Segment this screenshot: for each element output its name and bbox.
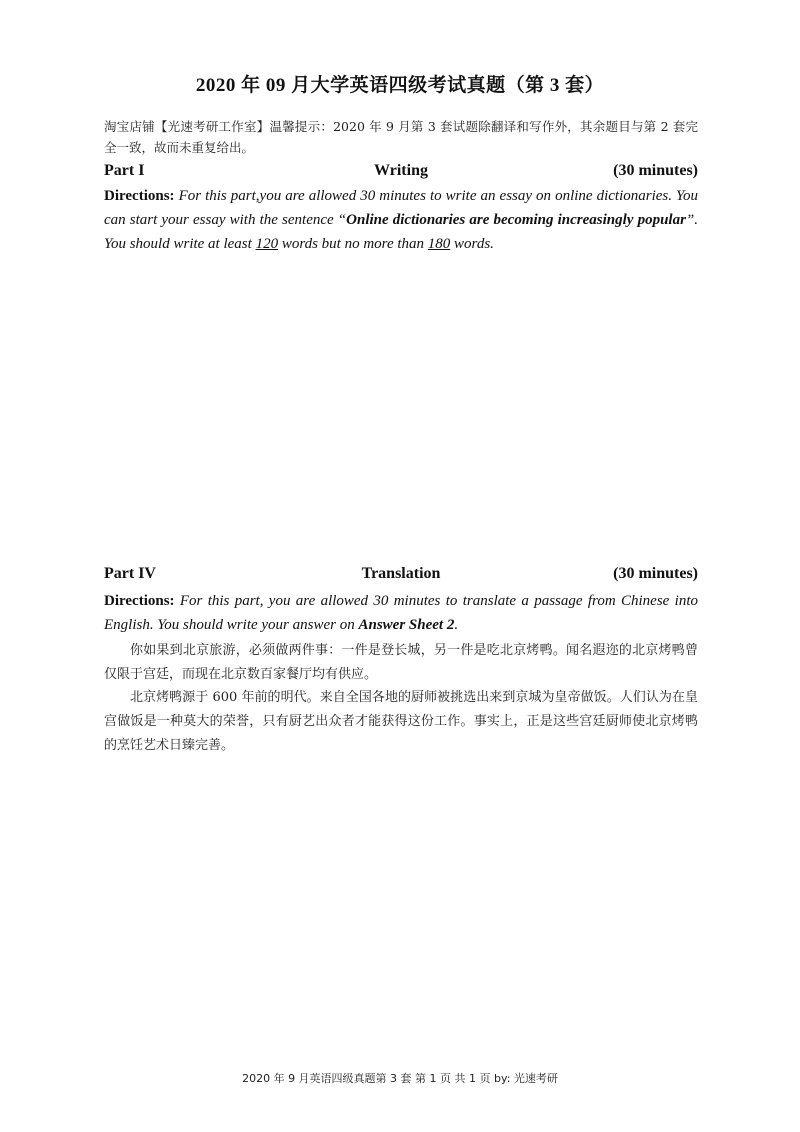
writing-time-limit: (30 minutes) xyxy=(613,162,698,179)
writing-part-header xyxy=(104,162,698,184)
translation-directions-label: Directions: xyxy=(104,593,175,609)
page-footer: 2020 年 9 月英语四级真题第 3 套 第 1 页 共 1 页 by: 光速考研 xyxy=(242,1072,558,1085)
translation-part-header xyxy=(104,565,698,587)
translation-passage-paragraph-2: 北京烤鸭源于 600 年前的明代。来自全国各地的厨师被挑选出来到京城为皇帝做饭。人们认为在皇宫做饭是一种莫大的荣誉，只有厨艺出众者才能获得这份工作。事实上，正是这些宫廷厨师使北京烤鸭的烹饪艺术日臻完善。 xyxy=(104,690,698,753)
writing-min-words: 120 xyxy=(255,236,279,252)
writing-directions-label: Directions: xyxy=(104,188,175,204)
translation-passage-paragraph-1: 你如果到北京旅游，必须做两件事：一件是登长城，另一件是吃北京烤鸭。闻名遐迩的北京烤鸭曾仅限于宫廷，而现在北京数百家餐厅均有供应。 xyxy=(104,643,698,682)
translation-time-limit: (30 minutes) xyxy=(613,565,698,582)
writing-essay-opening-sentence: Online dictionaries are becoming increasingly popular xyxy=(346,212,686,228)
translation-part-number: Part IV xyxy=(104,565,156,582)
store-notice: 淘宝店铺【光速考研工作室】温馨提示：2020 年 9 月第 3 套试题除翻译和写作外，其余题目与第 2 套完全一致，故而未重复给出。 xyxy=(104,119,698,155)
writing-part-number: Part I xyxy=(104,162,145,179)
translation-directions-text: . xyxy=(454,617,459,633)
translation-directions-text: For this part, you are allowed 30 minutes to translate a passage from Chinese into English. You should write your answer on xyxy=(104,593,698,633)
writing-directions-text: ”. You should write at least xyxy=(104,212,699,252)
writing-directions xyxy=(104,184,698,256)
page-title: 2020 年 09 月大学英语四级考试真题（第 3 套） xyxy=(195,75,605,96)
translation-directions xyxy=(104,589,698,637)
writing-max-words: 180 xyxy=(427,236,451,252)
writing-directions-text: words but no more than xyxy=(278,236,428,252)
translation-section-name: Translation xyxy=(361,565,441,582)
writing-directions-text: words. xyxy=(450,236,494,252)
answer-sheet-reference: Answer Sheet 2 xyxy=(358,617,455,633)
writing-section-name: Writing xyxy=(374,162,428,179)
writing-directions-text: For this part,you are allowed 30 minutes to write an essay on online dictionaries. You can start your essay with the sentence “ xyxy=(104,188,698,228)
